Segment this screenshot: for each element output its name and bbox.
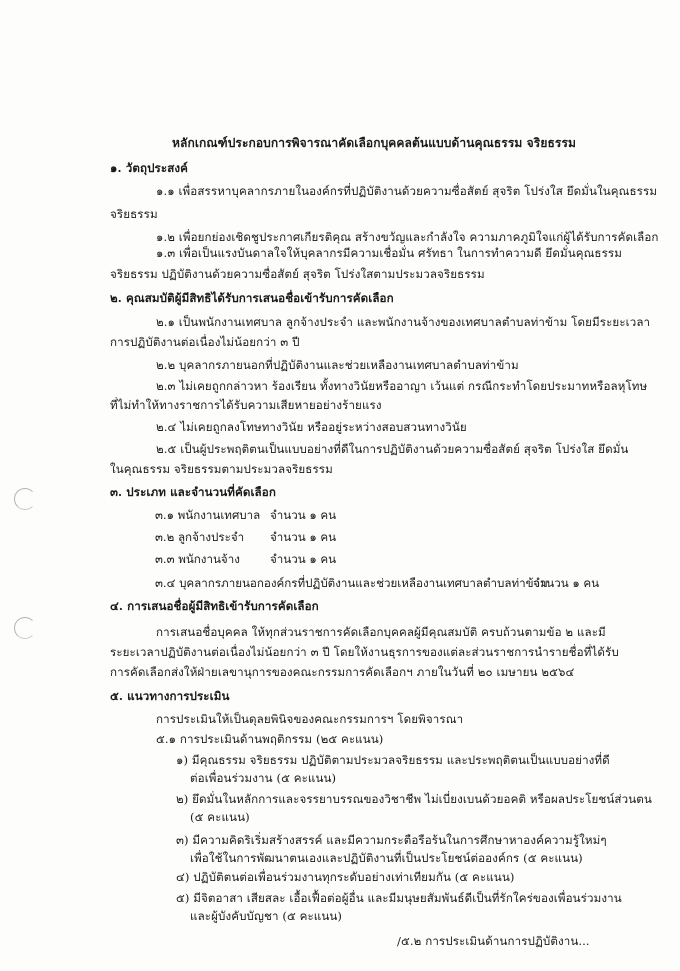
nomination-text: การคัดเลือกส่งให้ฝ่ายเลขานุการของคณะกรรมการคัดเลือกฯ ภายในวันที่ ๒๐ เมษายน ๒๕๖๔ bbox=[110, 665, 575, 679]
qualification-2-5: ๒.๕ เป็นผู้ประพฤติตนเป็นแบบอย่างที่ดีในการปฏิบัติงานด้วยความซื่อสัตย์ สุจริต โปร่งใส ยึดมั่น bbox=[156, 442, 629, 456]
criterion-item: ๓) มีความคิดริเริ่มสร้างสรรค์ และมีความกระตือรือร้นในการศึกษาหาองค์ความรู้ใหม่ๆ bbox=[176, 833, 607, 847]
criterion-item-cont: ต่อเพื่อนร่วมงาน (๕ คะแนน) bbox=[190, 771, 337, 785]
qualification-2-1: ๒.๑ เป็นพนักงานเทศบาล ลูกจ้างประจำ และพนักงานจ้างของเทศบาลตำบลท่าข้าม โดยมีระยะเวลา bbox=[156, 315, 651, 329]
section-5-heading: ๕. แนวทางการประเมิน bbox=[110, 689, 230, 703]
section-3-heading: ๓. ประเภท และจำนวนที่คัดเลือก bbox=[110, 485, 276, 499]
evaluation-5-1-heading: ๕.๑ การประเมินด้านพฤติกรรม (๒๕ คะแนน) bbox=[156, 732, 384, 746]
nomination-text: ระยะเวลาปฏิบัติงานต่อเนื่องไม่น้อยกว่า ๓ ปี โดยให้งานธุรการของแต่ละส่วนราชการนำรายชื่อที่ได้รับ bbox=[110, 645, 619, 659]
criterion-item: ๕) มีจิตอาสา เสียสละ เอื้อเฟื้อต่อผู้อื่น และมีมนุษยสัมพันธ์ดีเป็นที่รักใคร่ของเพื่อนร่วมงาน bbox=[176, 891, 622, 905]
criterion-item-cont: เพื่อใช้ในการพัฒนาตนเองและปฏิบัติงานที่เป็นประโยชน์ต่อองค์กร (๕ คะแนน) bbox=[190, 851, 583, 865]
objective-1-2: ๑.๒ เพื่อยกย่องเชิดชูประกาศเกียรติคุณ สร้างขวัญและกำลังใจ ความภาคภูมิใจแก่ผู้ได้รับการคัดเลือก bbox=[156, 230, 659, 244]
objective-1-3-cont: จริยธรรม ปฏิบัติงานด้วยความซื่อสัตย์ สุจริต โปร่งใสตามประมวลจริยธรรม bbox=[110, 267, 485, 281]
section-4-heading: ๔. การเสนอชื่อผู้มีสิทธิเข้ารับการคัดเลือก bbox=[110, 599, 319, 613]
objective-1-3: ๑.๓ เพื่อเป็นแรงบันดาลใจให้บุคลากรมีความเชื่อมั่น ศรัทธา ในการทำความดี ยึดมั่นคุณธรรม bbox=[156, 246, 623, 260]
punch-hole-mark bbox=[14, 617, 36, 639]
objective-1-1-cont: จริยธรรม bbox=[110, 207, 158, 221]
category-label: ๓.๔ บุคลากรภายนอกองค์กรที่ปฏิบัติงานและช่วยเหลืองานเทศบาลตำบลท่าข้าม bbox=[155, 576, 548, 590]
section-2-heading: ๒. คุณสมบัติผู้มีสิทธิได้รับการเสนอชื่อเข้ารับการคัดเลือก bbox=[110, 291, 394, 305]
category-label: ๓.๒ ลูกจ้างประจำ bbox=[155, 530, 245, 544]
qualification-2-4: ๒.๔ ไม่เคยถูกลงโทษทางวินัย หรืออยู่ระหว่างสอบสวนทางวินัย bbox=[156, 420, 467, 434]
category-count: จำนวน ๑ คน bbox=[533, 576, 600, 590]
category-count: จำนวน ๑ คน bbox=[270, 530, 337, 544]
criterion-item-cont: (๕ คะแนน) bbox=[190, 810, 250, 824]
criterion-item-cont: และผู้บังคับบัญชา (๕ คะแนน) bbox=[190, 909, 343, 923]
document-title: หลักเกณฑ์ประกอบการพิจารณาคัดเลือกบุคคลต้นแบบด้านคุณธรรม จริยธรรม bbox=[172, 136, 577, 150]
punch-hole-mark bbox=[14, 488, 36, 510]
qualification-2-5-cont: ในคุณธรรม จริยธรรมตามประมวลจริยธรรม bbox=[110, 462, 333, 476]
nomination-text: การเสนอชื่อบุคคล ให้ทุกส่วนราชการคัดเลือกบุคคลผู้มีคุณสมบัติ ครบถ้วนตามข้อ ๒ และมี bbox=[156, 625, 606, 639]
criterion-item: ๔) ปฏิบัติตนต่อเพื่อนร่วมงานทุกระดับอย่างเท่าเทียมกัน (๕ คะแนน) bbox=[176, 870, 515, 884]
criterion-item: ๑) มีคุณธรรม จริยธรรม ปฏิบัติตามประมวลจริยธรรม และประพฤติตนเป็นแบบอย่างที่ดี bbox=[176, 753, 610, 767]
criterion-item: ๒) ยึดมั่นในหลักการและจรรยาบรรณของวิชาชีพ ไม่เบี่ยงเบนด้วยอคติ หรือผลประโยชน์ส่วนตน bbox=[176, 792, 652, 806]
qualification-2-3-cont: ที่ไม่ทำให้ทางราชการได้รับความเสียหายอย่างร้ายแรง bbox=[110, 398, 382, 412]
category-count: จำนวน ๑ คน bbox=[270, 552, 337, 566]
continuation-footer: /๕.๒ การประเมินด้านการปฏิบัติงาน... bbox=[397, 934, 590, 948]
category-count: จำนวน ๑ คน bbox=[270, 508, 337, 522]
evaluation-intro: การประเมินให้เป็นดุลยพินิจของคณะกรรมการฯ โดยพิจารณา bbox=[156, 712, 464, 726]
qualification-2-3: ๒.๓ ไม่เคยถูกกล่าวหา ร้องเรียน ทั้งทางวินัยหรืออาญา เว้นแต่ กรณีกระทำโดยประมาทหรือลหุโทษ bbox=[156, 379, 648, 393]
qualification-2-2: ๒.๒ บุคลากรภายนอกที่ปฏิบัติงานและช่วยเหลืองานเทศบาลตำบลท่าข้าม bbox=[156, 358, 519, 372]
qualification-2-1-cont: การปฏิบัติงานต่อเนื่องไม่น้อยกว่า ๓ ปี bbox=[110, 335, 300, 349]
category-label: ๓.๑ พนักงานเทศบาล bbox=[155, 508, 261, 522]
section-1-heading: ๑. วัตถุประสงค์ bbox=[110, 161, 188, 175]
objective-1-1: ๑.๑ เพื่อสรรหาบุคลากรภายในองค์กรที่ปฏิบัติงานด้วยความซื่อสัตย์ สุจริต โปร่งใส ยึดมั่นในคุณธรรม bbox=[156, 184, 658, 198]
category-label: ๓.๓ พนักงานจ้าง bbox=[155, 552, 240, 566]
